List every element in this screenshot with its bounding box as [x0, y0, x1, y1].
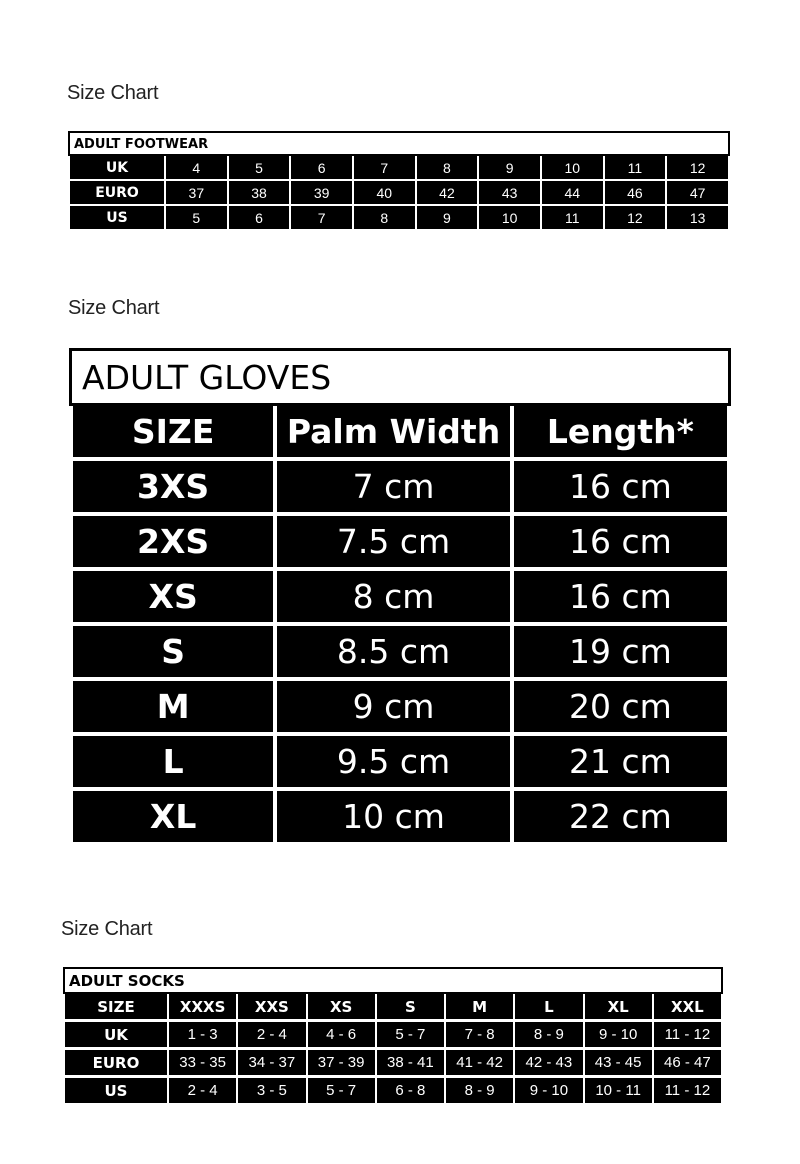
- table-cell: 47: [667, 181, 728, 206]
- table-cell: 6 - 8: [377, 1078, 444, 1106]
- column-header: SIZE: [73, 406, 273, 461]
- table-cell: 46 - 47: [654, 1050, 721, 1078]
- table-cell: 4 - 6: [308, 1022, 375, 1050]
- row-label: US: [70, 206, 164, 231]
- socks-size-table: [63, 967, 723, 1106]
- table-cell: 10: [542, 156, 603, 181]
- table-cell: 1 - 3: [169, 1022, 236, 1050]
- table-cell: 44: [542, 181, 603, 206]
- table-cell: 11: [605, 156, 666, 181]
- gloves-grid: [69, 406, 731, 846]
- table-cell: 11 - 12: [654, 1022, 721, 1050]
- table-cell: 12: [667, 156, 728, 181]
- table-cell: 43: [479, 181, 540, 206]
- table-cell: 9.5 cm: [277, 736, 510, 791]
- table-header-row: [65, 994, 721, 1022]
- table-cell: 9: [417, 206, 478, 231]
- table-cell: 41 - 42: [446, 1050, 513, 1078]
- table-cell: 19 cm: [514, 626, 727, 681]
- table-row: [73, 736, 727, 791]
- column-header: XL: [585, 994, 652, 1022]
- table-row: [73, 571, 727, 626]
- table-row: [65, 1050, 721, 1078]
- size-label: S: [73, 626, 273, 681]
- table-row: [70, 206, 728, 231]
- table-cell: 7: [354, 156, 415, 181]
- gloves-size-table: [69, 348, 731, 846]
- table-cell: 3 - 5: [238, 1078, 305, 1106]
- footwear-size-table: [68, 131, 730, 231]
- table-cell: 5: [229, 156, 290, 181]
- row-label: UK: [70, 156, 164, 181]
- table-cell: 42 - 43: [515, 1050, 582, 1078]
- column-header: XXS: [238, 994, 305, 1022]
- column-header: S: [377, 994, 444, 1022]
- table-row: [73, 791, 727, 846]
- table-cell: 16 cm: [514, 461, 727, 516]
- table-cell: 37: [166, 181, 227, 206]
- size-label: M: [73, 681, 273, 736]
- table-cell: 6: [229, 206, 290, 231]
- gloves-heading: Size Chart: [68, 297, 160, 319]
- row-label: US: [65, 1078, 167, 1106]
- size-label: XS: [73, 571, 273, 626]
- size-label: 3XS: [73, 461, 273, 516]
- table-cell: 2 - 4: [169, 1078, 236, 1106]
- table-cell: 9 cm: [277, 681, 510, 736]
- table-cell: 9: [479, 156, 540, 181]
- table-cell: 5: [166, 206, 227, 231]
- table-cell: 10: [479, 206, 540, 231]
- table-cell: 11: [542, 206, 603, 231]
- table-cell: 8 - 9: [515, 1022, 582, 1050]
- row-label: EURO: [70, 181, 164, 206]
- table-cell: 39: [291, 181, 352, 206]
- table-cell: 6: [291, 156, 352, 181]
- footwear-grid: [68, 156, 730, 231]
- table-cell: 16 cm: [514, 571, 727, 626]
- column-header: XXL: [654, 994, 721, 1022]
- table-cell: 9 - 10: [515, 1078, 582, 1106]
- table-cell: 5 - 7: [308, 1078, 375, 1106]
- socks-grid: [63, 994, 723, 1106]
- table-cell: 40: [354, 181, 415, 206]
- table-cell: 34 - 37: [238, 1050, 305, 1078]
- table-cell: 8 - 9: [446, 1078, 513, 1106]
- row-label: UK: [65, 1022, 167, 1050]
- table-row: [73, 461, 727, 516]
- column-header: XXXS: [169, 994, 236, 1022]
- table-cell: 7 cm: [277, 461, 510, 516]
- table-cell: 8 cm: [277, 571, 510, 626]
- row-label: SIZE: [65, 994, 167, 1022]
- size-label: L: [73, 736, 273, 791]
- table-cell: 2 - 4: [238, 1022, 305, 1050]
- table-cell: 7: [291, 206, 352, 231]
- table-row: [73, 626, 727, 681]
- table-cell: 37 - 39: [308, 1050, 375, 1078]
- table-header-row: [73, 406, 727, 461]
- socks-heading: Size Chart: [61, 918, 153, 940]
- row-label: EURO: [65, 1050, 167, 1078]
- table-cell: 38: [229, 181, 290, 206]
- table-cell: 10 - 11: [585, 1078, 652, 1106]
- table-cell: 38 - 41: [377, 1050, 444, 1078]
- table-row: [70, 156, 728, 181]
- table-cell: 4: [166, 156, 227, 181]
- table-row: [65, 1022, 721, 1050]
- table-cell: 22 cm: [514, 791, 727, 846]
- table-cell: 12: [605, 206, 666, 231]
- table-cell: 8.5 cm: [277, 626, 510, 681]
- table-row: [73, 681, 727, 736]
- table-cell: 7.5 cm: [277, 516, 510, 571]
- column-header: M: [446, 994, 513, 1022]
- column-header: XS: [308, 994, 375, 1022]
- table-row: [70, 181, 728, 206]
- table-cell: 8: [354, 206, 415, 231]
- table-cell: 21 cm: [514, 736, 727, 791]
- table-cell: 20 cm: [514, 681, 727, 736]
- column-header: Palm Width: [277, 406, 510, 461]
- table-cell: 42: [417, 181, 478, 206]
- table-cell: 5 - 7: [377, 1022, 444, 1050]
- table-cell: 10 cm: [277, 791, 510, 846]
- column-header: L: [515, 994, 582, 1022]
- table-cell: 8: [417, 156, 478, 181]
- column-header: Length*: [514, 406, 727, 461]
- size-label: XL: [73, 791, 273, 846]
- table-cell: 13: [667, 206, 728, 231]
- table-cell: 7 - 8: [446, 1022, 513, 1050]
- socks-table-title: ADULT SOCKS: [63, 967, 723, 994]
- table-cell: 16 cm: [514, 516, 727, 571]
- footwear-table-title: ADULT FOOTWEAR: [68, 131, 730, 156]
- gloves-table-title: ADULT GLOVES: [69, 348, 731, 406]
- table-cell: 33 - 35: [169, 1050, 236, 1078]
- size-label: 2XS: [73, 516, 273, 571]
- table-cell: 43 - 45: [585, 1050, 652, 1078]
- table-cell: 9 - 10: [585, 1022, 652, 1050]
- table-cell: 46: [605, 181, 666, 206]
- table-cell: 11 - 12: [654, 1078, 721, 1106]
- footwear-heading: Size Chart: [67, 82, 159, 104]
- table-row: [65, 1078, 721, 1106]
- table-row: [73, 516, 727, 571]
